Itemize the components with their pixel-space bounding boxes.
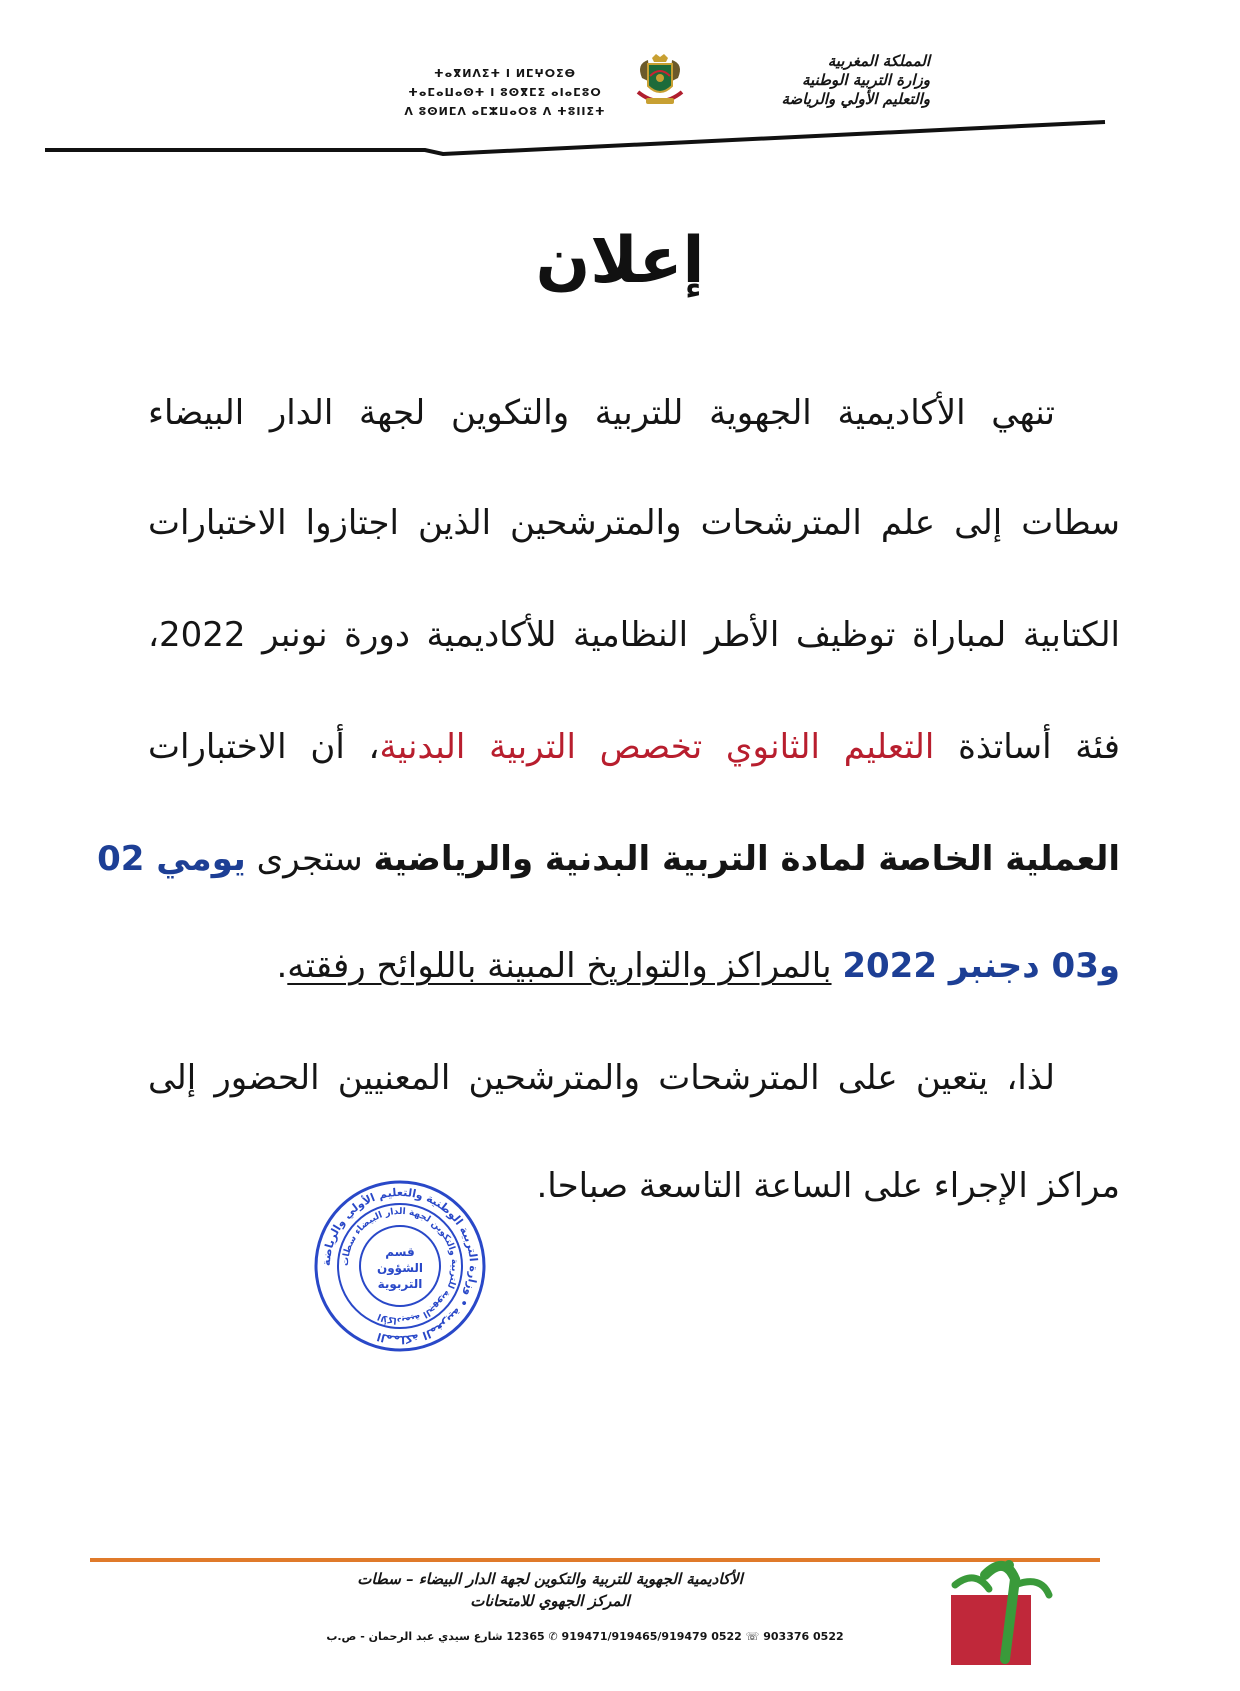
ministry-line: والتعليم الأولي والرياضة bbox=[781, 90, 930, 108]
academy-logo-icon bbox=[945, 1555, 1075, 1675]
stamp-center-text: الشؤون bbox=[376, 1261, 424, 1275]
body-line-2: سطات إلى علم المترشحات والمترشحين الذين اجتازوا الاختبارات bbox=[148, 503, 1120, 543]
body-line-1: تنهي الأكاديمية الجهوية للتربية والتكوين لجهة الدار البيضاء bbox=[148, 393, 1055, 433]
footer-line: الأكاديمية الجهوية للتربية والتكوين لجهة الدار البيضاء – سطات bbox=[357, 1570, 743, 1588]
footer-line: المركز الجهوي للامتحانات bbox=[470, 1592, 630, 1610]
stamp-center-text: قسم bbox=[385, 1245, 415, 1259]
ministry-name-arabic bbox=[690, 52, 930, 109]
ministry-line: وزارة التربية الوطنية bbox=[801, 71, 930, 89]
body-text: ستجرى bbox=[256, 839, 363, 879]
ministry-line: ⴷ ⵓⵙⵍⵎⴷ ⴰⵎⵣⵡⴰⵔⵓ ⴷ ⵜⵓⵏⵏⵉⵜ bbox=[404, 105, 606, 118]
stamp-center-text: التربوية bbox=[377, 1277, 423, 1291]
stamp-middle-text: الأكاديمية الجهوية للتربية والتكوين لجهة الدار البيضاء سطات bbox=[340, 1206, 460, 1326]
stamp-outer-text: المملكة المغربية • وزارة التربية الوطنية والتعليم الأولي والرياضة bbox=[319, 1185, 481, 1347]
body-line-4 bbox=[148, 724, 1120, 770]
subject-highlight: العملية الخاصة لمادة التربية البدنية والرياضية bbox=[373, 839, 1120, 879]
body-text: فئة أساتذة bbox=[958, 727, 1120, 767]
ministry-line: المملكة المغربية bbox=[827, 52, 930, 70]
body-line-3: الكتابية لمباراة توظيف الأطر النظامية للأكاديمية دورة نونبر 2022، bbox=[148, 615, 1120, 655]
ministry-line: ⵜⴰⴳⵍⴷⵉⵜ ⵏ ⵍⵎⵖⵔⵉⴱ bbox=[433, 67, 576, 80]
underlined-text: بالمراكز والتواريخ المبينة باللوائح رفقته bbox=[287, 946, 832, 986]
footer-academy-name bbox=[240, 1568, 860, 1612]
body-text: ، أن الاختبارات bbox=[148, 727, 380, 767]
date-highlight: و03 دجنبر 2022 bbox=[842, 946, 1120, 986]
body-line-7: لذا، يتعين على المترشحات والمترشحين المعنيين الحضور إلى bbox=[148, 1058, 1055, 1098]
body-line-5 bbox=[97, 836, 1120, 882]
date-highlight: يومي 02 bbox=[97, 839, 246, 879]
header-divider bbox=[45, 110, 1125, 158]
footer-contact: 0522 903376 ☏ 0522 919471/919465/919479 ✆ 12365 شارع سيدي عبد الرحمان - ص.ب bbox=[326, 1630, 844, 1643]
ministry-line: ⵜⴰⵎⴰⵡⴰⵙⵜ ⵏ ⵓⵙⴳⵎⵉ ⴰⵏⴰⵎⵓⵔ bbox=[408, 86, 602, 99]
official-stamp bbox=[312, 1178, 488, 1354]
body-line-8: مراكز الإجراء على الساعة التاسعة صباحا. bbox=[536, 1166, 1120, 1206]
page-title: إعلان bbox=[535, 224, 705, 298]
royal-emblem-icon bbox=[628, 52, 692, 114]
specialty-highlight: التعليم الثانوي تخصص التربية البدنية bbox=[379, 727, 935, 767]
body-line-6 bbox=[276, 943, 1120, 989]
body-text: . bbox=[276, 946, 288, 986]
